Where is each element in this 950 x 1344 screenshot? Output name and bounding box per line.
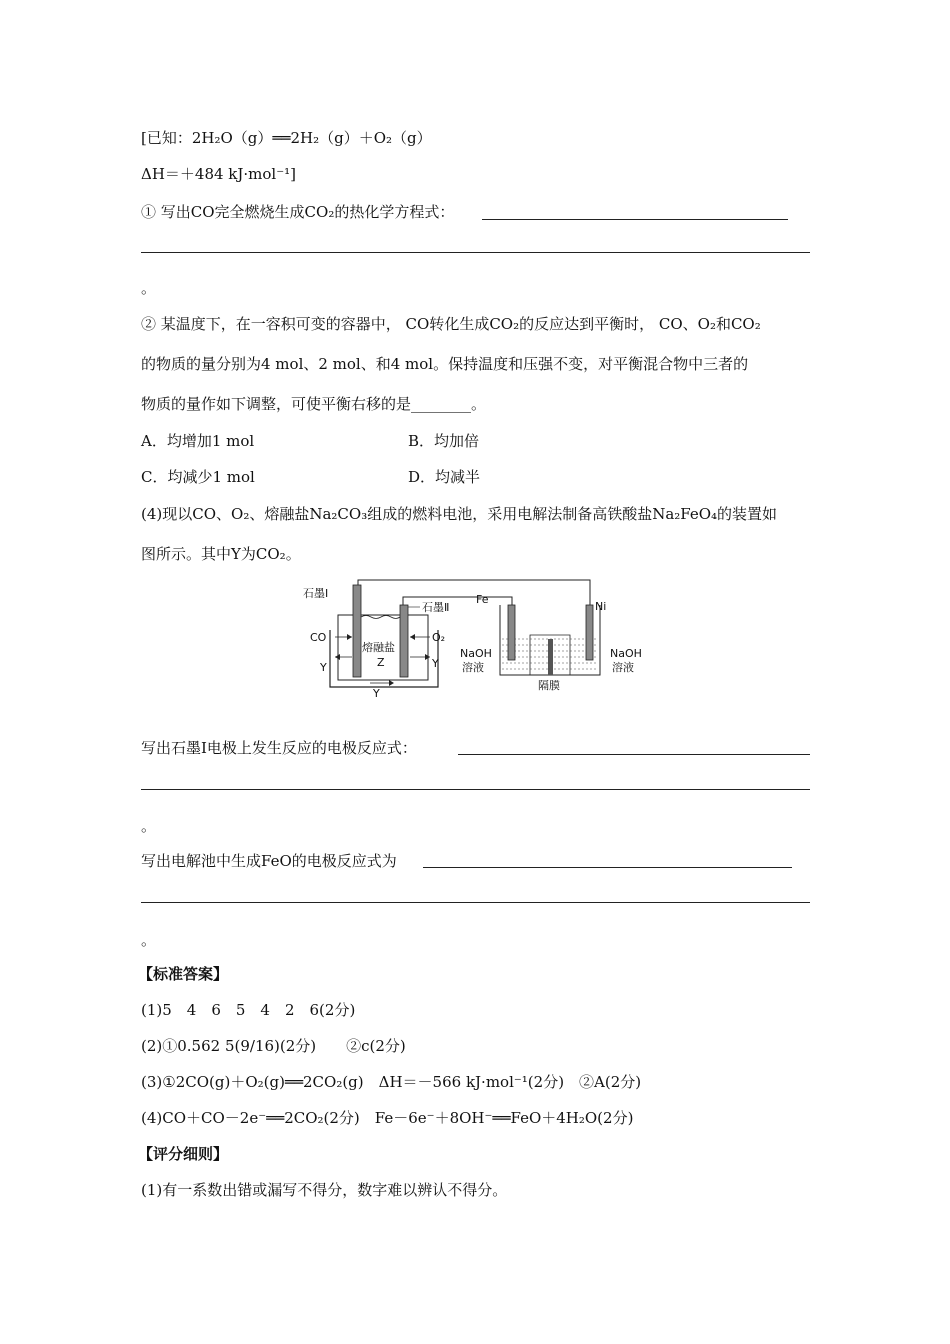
option-d: D．均减半 — [408, 468, 481, 486]
apparatus-figure — [300, 575, 660, 700]
period: 。 — [141, 931, 157, 949]
answer-blank — [141, 902, 810, 903]
solution-label-right: 溶液 — [612, 661, 634, 674]
option-c: C．均减少1 mol — [141, 468, 255, 486]
ni-electrode — [586, 605, 593, 660]
co-label: CO — [310, 631, 327, 644]
period: 。 — [141, 279, 157, 297]
answer-3: (3)①2CO(g)＋O₂(g)══2CO₂(g) ΔH＝－566 kJ·mol⁻¹(2分) ②A(2分) — [141, 1073, 642, 1091]
graphite-ii-electrode — [400, 605, 408, 677]
solution-label-left: 溶液 — [462, 661, 484, 674]
naoh-label-left: NaOH — [460, 647, 492, 660]
graphite-i-electrode — [353, 585, 361, 677]
answer-4: (4)CO＋CO－2e⁻══2CO₂(2分) Fe－6e⁻＋8OH⁻══FeO＋4H₂O(2分) — [141, 1109, 634, 1127]
arrow-head-icon — [389, 680, 394, 686]
scoring-rule-1: (1)有一系数出错或漏写不得分，数字难以辨认不得分。 — [141, 1181, 508, 1199]
arrow-head-icon — [410, 634, 415, 640]
scoring-heading: 【评分细则】 — [138, 1145, 229, 1163]
question-graphite-i: 写出石墨Ⅰ电极上发生反应的电极反应式： — [141, 739, 417, 757]
answer-blank — [141, 789, 810, 790]
question-3-1: ① 写出CO完全燃烧生成CO₂的热化学方程式： — [141, 203, 455, 221]
question-3-2-line-1: ② 某温度下，在一容积可变的容器中， CO转化生成CO₂的反应达到平衡时， CO、O₂和CO₂ — [141, 315, 761, 333]
option-a: A．均增加1 mol — [141, 432, 255, 450]
answer-heading: 【标准答案】 — [138, 965, 229, 983]
question-3-2-line-3: 物质的量作如下调整，可使平衡右移的是________。 — [141, 395, 487, 413]
graphite-ii-label: 石墨Ⅱ — [422, 601, 450, 614]
membrane — [548, 639, 553, 675]
fe-electrode — [508, 605, 515, 660]
z-label: Z — [377, 656, 385, 669]
y-label-right: Y — [432, 657, 439, 670]
naoh-label-right: NaOH — [610, 647, 642, 660]
o2-label: O₂ — [432, 631, 446, 644]
y-label-left: Y — [320, 661, 327, 674]
known-line-2: ΔH＝＋484 kJ·mol⁻¹] — [141, 165, 297, 183]
question-feo: 写出电解池中生成FeO的电极反应式为 — [141, 852, 397, 870]
external-wire — [358, 580, 590, 605]
known-line-1: [已知：2H₂O（g）══2H₂（g）＋O₂（g） — [141, 129, 432, 147]
membrane-label: 隔膜 — [538, 679, 560, 692]
question-4-line-1: (4)现以CO、O₂、熔融盐Na₂CO₃组成的燃料电池，采用电解法制备高铁酸盐Na₂FeO₄的装置如 — [141, 505, 778, 523]
answer-blank — [482, 219, 788, 220]
answer-1: (1)5 4 6 5 4 2 6(2分) — [141, 1001, 356, 1019]
graphite-i-label: 石墨Ⅰ — [303, 587, 329, 600]
option-b: B．均加倍 — [408, 432, 480, 450]
fe-label: Fe — [476, 593, 489, 606]
question-3-2-line-2: 的物质的量分别为4 mol、2 mol、和4 mol。保持温度和压强不变，对平衡混合物中三者的 — [141, 355, 749, 373]
y-label-bottom: Y — [373, 687, 380, 700]
answer-blank — [458, 754, 810, 755]
period: 。 — [141, 817, 157, 835]
answer-blank — [141, 252, 810, 253]
ni-label: Ni — [595, 600, 607, 613]
external-wire — [403, 597, 512, 605]
answer-blank — [423, 867, 792, 868]
answer-2: (2)①0.562 5(9/16)(2分) ②c(2分) — [141, 1037, 406, 1055]
arrow-head-icon — [347, 634, 352, 640]
molten-salt-surface — [361, 616, 400, 619]
question-4-line-2: 图所示。其中Y为CO₂。 — [141, 545, 301, 563]
molten-salt-label: 熔融盐 — [362, 641, 395, 654]
